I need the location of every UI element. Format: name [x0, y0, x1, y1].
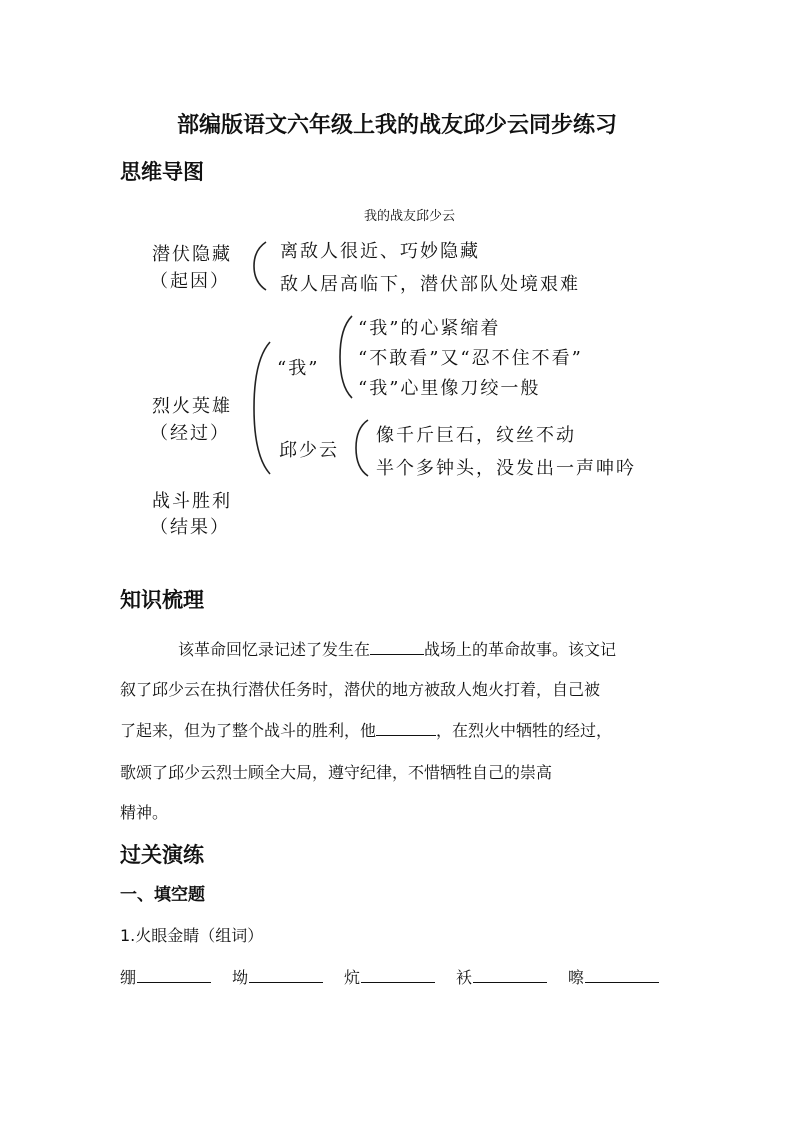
brace-process	[248, 340, 274, 476]
knowledge-line-4: 歌颂了邱少云烈士顾全大局，遵守纪律，不惜牺牲自己的崇高	[120, 763, 553, 782]
result-label: 战斗胜利	[152, 491, 232, 512]
knowledge-line-5: 精神。	[120, 803, 169, 822]
knowledge-line-1: 该革命回忆录记述了发生在 战场上的革命故事。该文记	[178, 640, 617, 659]
brace-me	[334, 314, 356, 400]
section-heading-knowledge: 知识梳理	[120, 588, 204, 612]
process-tag: （经过）	[150, 423, 230, 444]
cause-label: 潜伏隐藏	[152, 244, 232, 265]
qiu-point-1: 像千斤巨石，纹丝不动	[376, 425, 576, 446]
word-blank-item: 绷	[120, 965, 232, 988]
me-point-1: “我”的心紧缩着	[358, 318, 501, 339]
section-heading-practice: 过关演练	[120, 843, 204, 867]
cause-point-2: 敌人居高临下，潜伏部队处境艰难	[280, 274, 580, 295]
page-title: 部编版语文六年级上我的战友邱少云同步练习	[176, 113, 617, 138]
question-1: 1.火眼金睛（组词）	[120, 926, 264, 945]
answer-line[interactable]	[585, 968, 659, 983]
answer-line[interactable]	[361, 968, 435, 983]
word-blank-item: 嚓	[568, 965, 680, 988]
subsection-fill-blank: 一、填空题	[120, 885, 205, 905]
answer-line[interactable]	[473, 968, 547, 983]
cause-tag: （起因）	[150, 271, 230, 292]
word-blank-item: 坳	[232, 965, 344, 988]
me-point-3: “我”心里像刀绞一般	[358, 378, 541, 399]
mindmap-title: 我的战友邱少云	[364, 209, 456, 224]
qiu-label: 邱少云	[279, 440, 339, 461]
blank-action[interactable]	[376, 719, 436, 736]
section-heading-mindmap: 思维导图	[120, 160, 204, 184]
brace-qiu	[350, 418, 372, 478]
answer-line[interactable]	[137, 968, 211, 983]
knowledge-line-2: 叙了邱少云在执行潜伏任务时，潜伏的地方被敌人炮火打着，自己被	[120, 680, 601, 699]
word-blank-item: 炕	[344, 965, 456, 988]
cause-point-1: 离敌人很近、巧妙隐藏	[280, 241, 480, 262]
word-blanks-row	[120, 965, 680, 988]
word-blank-item: 袄	[456, 965, 568, 988]
answer-line[interactable]	[249, 968, 323, 983]
qiu-point-2: 半个多钟头，没发出一声呻吟	[376, 458, 636, 479]
brace-cause	[248, 240, 270, 292]
knowledge-line-3: 了起来，但为了整个战斗的胜利，他 ，在烈火中牺牲的经过，	[120, 721, 613, 740]
process-label: 烈火英雄	[152, 396, 232, 417]
blank-battlefield[interactable]	[370, 638, 424, 655]
result-tag: （结果）	[150, 517, 230, 538]
me-label: “我”	[277, 358, 320, 379]
me-point-2: “不敢看”又“忍不住不看”	[358, 348, 583, 369]
